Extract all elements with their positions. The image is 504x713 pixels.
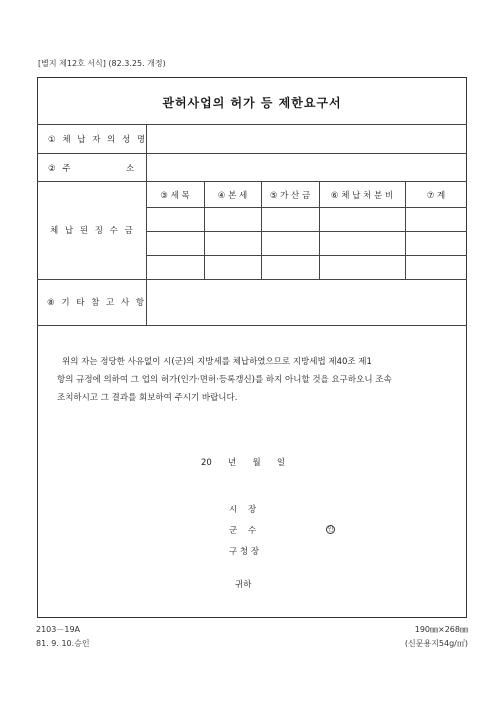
taxpayer-name-label: ① 체 납 자 의 성 명 xyxy=(48,135,148,145)
footer-size: 190㎜×268㎜ xyxy=(414,625,468,634)
request-body-line-3: 조치하시고 그 결과를 회보하여 주시기 바랍니다. xyxy=(57,393,238,403)
arrears-table-row[interactable] xyxy=(147,232,467,255)
arrears-table-row[interactable] xyxy=(147,208,467,231)
footer-code: 2103－19A xyxy=(36,625,81,634)
signatory-mayor: 시 장 xyxy=(229,505,257,515)
seal-mark xyxy=(326,524,335,534)
address-label: ② 주 xyxy=(48,164,73,174)
arrears-col-total: ⑦ 계 xyxy=(426,191,446,201)
taxpayer-name-field[interactable] xyxy=(147,125,466,152)
request-body-line-2: 항의 규정에 의하여 그 업의 허가(인가·면허·등록갱신)를 하지 아니할 것을 요구하오니 조속 xyxy=(57,375,392,385)
addressee: 귀하 xyxy=(235,580,252,590)
form-title: 관허사업의 허가 등 제한요구서 xyxy=(162,96,342,110)
seal-circle-icon: 인 xyxy=(327,526,334,533)
other-notes-field[interactable] xyxy=(147,280,466,324)
arrears-col-principal: ④ 본 세 xyxy=(217,191,248,201)
request-body-line-1: 위의 자는 정당한 사유없이 시(군)의 지방세를 체납하였으므로 지방세법 제40조 제1 xyxy=(62,357,372,367)
signatory-county: 군 수 xyxy=(229,526,257,536)
divider-notes xyxy=(37,325,467,326)
arrears-col-surcharge: ⑤ 가 산 금 xyxy=(269,191,311,201)
arrears-table-row[interactable] xyxy=(147,256,467,279)
footer-paper: (신문용지54g/㎡) xyxy=(404,639,468,648)
divider-address xyxy=(37,181,467,182)
address-label-suffix: 소 xyxy=(126,164,137,174)
form-number: [별지 제12호 서식] (82.3.25. 개정) xyxy=(38,59,166,68)
arrears-label: 체 납 된 징 수 금 xyxy=(50,226,135,236)
footer-approval: 81. 9. 10.승인 xyxy=(36,639,90,648)
arrears-col-disposition-cost: ⑥ 체 납 처 분 비 xyxy=(330,191,394,201)
signatory-district: 구 청 장 xyxy=(229,547,260,557)
arrears-col-tax-item: ③ 세 목 xyxy=(160,191,190,201)
address-field[interactable] xyxy=(147,154,466,180)
other-notes-label: ⑧ 기 타 참 고 사 항 xyxy=(47,298,147,308)
date-line: 20 년 월 일 xyxy=(201,458,286,468)
